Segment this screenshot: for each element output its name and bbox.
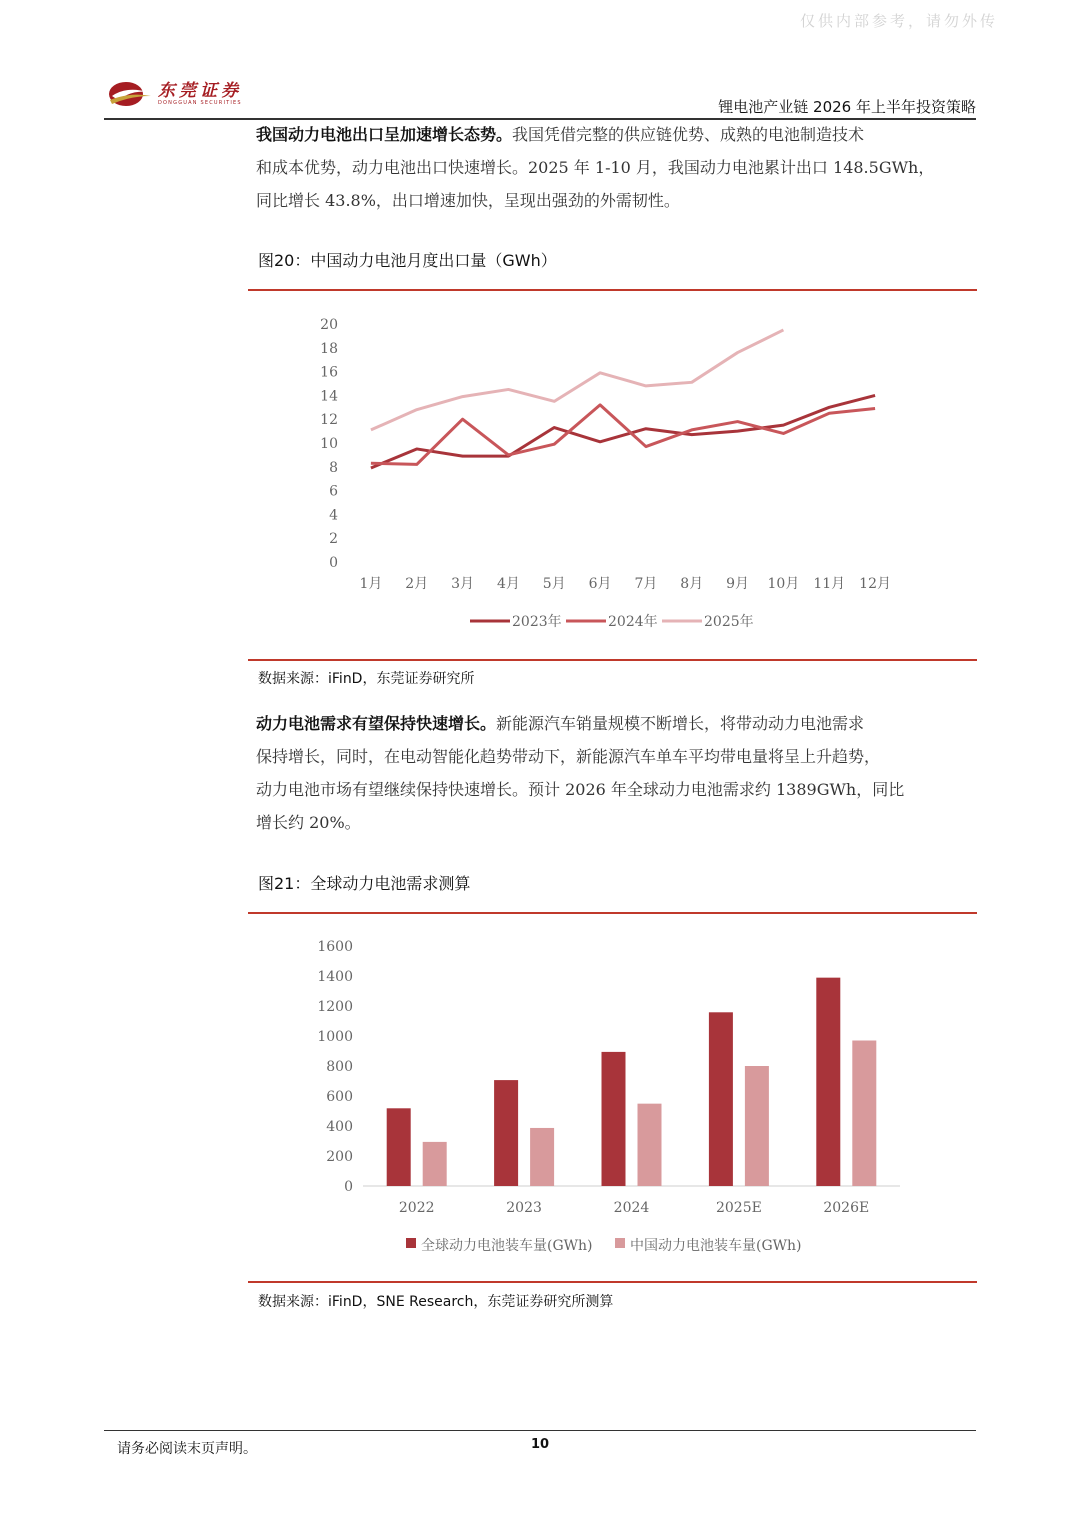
logo-english-name: DONGGUAN SECURITIES xyxy=(158,100,242,106)
y-tick-label: 1400 xyxy=(317,969,353,985)
y-tick-label: 800 xyxy=(326,1059,353,1075)
y-tick-label: 0 xyxy=(329,555,338,571)
legend-swatch xyxy=(615,1238,625,1248)
paragraph-line: 和成本优势，动力电池出口快速增长。2025 年 1-10 月，我国动力电池累计出口 148.5GWh， xyxy=(256,158,935,177)
y-tick-label: 18 xyxy=(320,340,338,357)
bar-全球动力电池装车量(GWh) xyxy=(494,1080,518,1186)
x-tick-label: 5月 xyxy=(542,576,566,592)
x-tick-label: 8月 xyxy=(680,576,704,592)
x-tick-label: 2023 xyxy=(506,1200,542,1216)
paragraph-lead: 我国动力电池出口呈加速增长态势。 xyxy=(256,125,513,144)
figure-21-source: 数据来源：iFinD，SNE Research，东莞证券研究所测算 xyxy=(258,1294,614,1310)
figure-20-source: 数据来源：iFinD，东莞证券研究所 xyxy=(258,671,475,687)
x-tick-label: 3月 xyxy=(451,576,475,592)
series-line-2025年 xyxy=(371,330,784,430)
y-tick-label: 8 xyxy=(329,459,338,476)
figure-20-line-chart xyxy=(248,300,977,650)
footer-divider xyxy=(104,1430,976,1431)
figure-20-bottom-rule xyxy=(248,659,977,661)
bar-全球动力电池装车量(GWh) xyxy=(602,1052,626,1186)
figure-21-bottom-rule xyxy=(248,1281,977,1283)
x-tick-label: 1月 xyxy=(359,576,383,592)
y-tick-label: 16 xyxy=(320,364,338,381)
logo-chinese-name: 东莞证券 xyxy=(158,81,242,101)
bar-中国动力电池装车量(GWh) xyxy=(423,1142,447,1186)
paragraph-line: 同比增长 43.8%，出口增速加快，呈现出强劲的外需韧性。 xyxy=(256,191,680,210)
paragraph-lead: 动力电池需求有望保持快速增长。 xyxy=(256,714,497,733)
y-tick-label: 4 xyxy=(329,507,338,524)
paragraph-line: 动力电池市场有望继续保持快速增长。预计 2026 年全球动力电池需求约 1389GWh，同比 xyxy=(256,780,905,799)
bar-中国动力电池装车量(GWh) xyxy=(638,1104,662,1186)
x-tick-label: 7月 xyxy=(634,576,658,592)
report-header-title: 锂电池产业链 2026 年上半年投资策略 xyxy=(718,98,976,116)
y-tick-label: 2 xyxy=(329,531,338,548)
y-tick-label: 20 xyxy=(320,317,338,333)
x-tick-label: 11月 xyxy=(813,576,846,592)
y-tick-label: 12 xyxy=(320,412,338,429)
y-tick-label: 14 xyxy=(320,388,338,405)
figure-20-top-rule xyxy=(248,289,977,291)
y-tick-label: 1000 xyxy=(317,1029,353,1045)
figure-21-title: 图21：全球动力电池需求测算 xyxy=(258,874,471,893)
paragraph-line: 增长约 20%。 xyxy=(256,813,361,832)
y-tick-label: 0 xyxy=(344,1179,353,1195)
bar-中国动力电池装车量(GWh) xyxy=(745,1066,769,1186)
figure-21-bar-chart xyxy=(248,920,977,1270)
x-tick-label: 6月 xyxy=(588,576,612,592)
x-tick-label: 2024 xyxy=(613,1200,650,1216)
bar-全球动力电池装车量(GWh) xyxy=(709,1012,733,1186)
x-tick-label: 2025E xyxy=(715,1200,762,1216)
legend-label: 2025年 xyxy=(704,614,754,630)
page-number: 10 xyxy=(531,1437,550,1452)
footer-notice: 请务必阅读末页声明。 xyxy=(117,1441,257,1457)
x-tick-label: 10月 xyxy=(767,576,800,592)
series-line-2023年 xyxy=(371,395,875,468)
paragraph-line: 我国凭借完整的供应链优势、成熟的电池制造技术 xyxy=(512,125,865,144)
y-tick-label: 10 xyxy=(320,436,338,452)
paragraph-line: 新能源汽车销量规模不断增长，将带动动力电池需求 xyxy=(496,714,865,733)
y-tick-label: 1200 xyxy=(317,999,353,1015)
paragraph-demand-growth xyxy=(256,707,980,839)
legend-label: 2024年 xyxy=(608,614,658,630)
y-tick-label: 1600 xyxy=(317,939,353,955)
y-tick-label: 600 xyxy=(326,1089,353,1105)
watermark: 仅供内部参考，请勿外传 xyxy=(799,12,998,30)
x-tick-label: 9月 xyxy=(726,576,750,592)
figure-21-top-rule xyxy=(248,912,977,914)
logo-mark-icon xyxy=(108,80,152,108)
figure-20-title: 图20：中国动力电池月度出口量（GWh） xyxy=(258,251,557,270)
bar-全球动力电池装车量(GWh) xyxy=(816,978,840,1186)
bar-中国动力电池装车量(GWh) xyxy=(852,1041,876,1187)
legend-label: 2023年 xyxy=(512,614,562,630)
x-tick-label: 2022 xyxy=(398,1200,435,1216)
paragraph-export-growth xyxy=(256,118,980,217)
paragraph-line: 保持增长，同时，在电动智能化趋势带动下，新能源汽车单车平均带电量将呈上升趋势， xyxy=(256,747,881,766)
bar-全球动力电池装车量(GWh) xyxy=(387,1108,411,1186)
x-tick-label: 12月 xyxy=(859,576,891,592)
bar-中国动力电池装车量(GWh) xyxy=(530,1128,554,1186)
y-tick-label: 6 xyxy=(329,483,338,500)
company-logo xyxy=(108,80,242,108)
x-tick-label: 4月 xyxy=(496,576,520,592)
x-tick-label: 2026E xyxy=(823,1200,870,1216)
x-tick-label: 2月 xyxy=(405,576,429,592)
legend-label: 全球动力电池装车量(GWh) xyxy=(421,1238,593,1254)
legend-swatch xyxy=(406,1238,416,1248)
y-tick-label: 200 xyxy=(326,1149,353,1165)
y-tick-label: 400 xyxy=(326,1119,353,1135)
legend-label: 中国动力电池装车量(GWh) xyxy=(630,1238,802,1254)
